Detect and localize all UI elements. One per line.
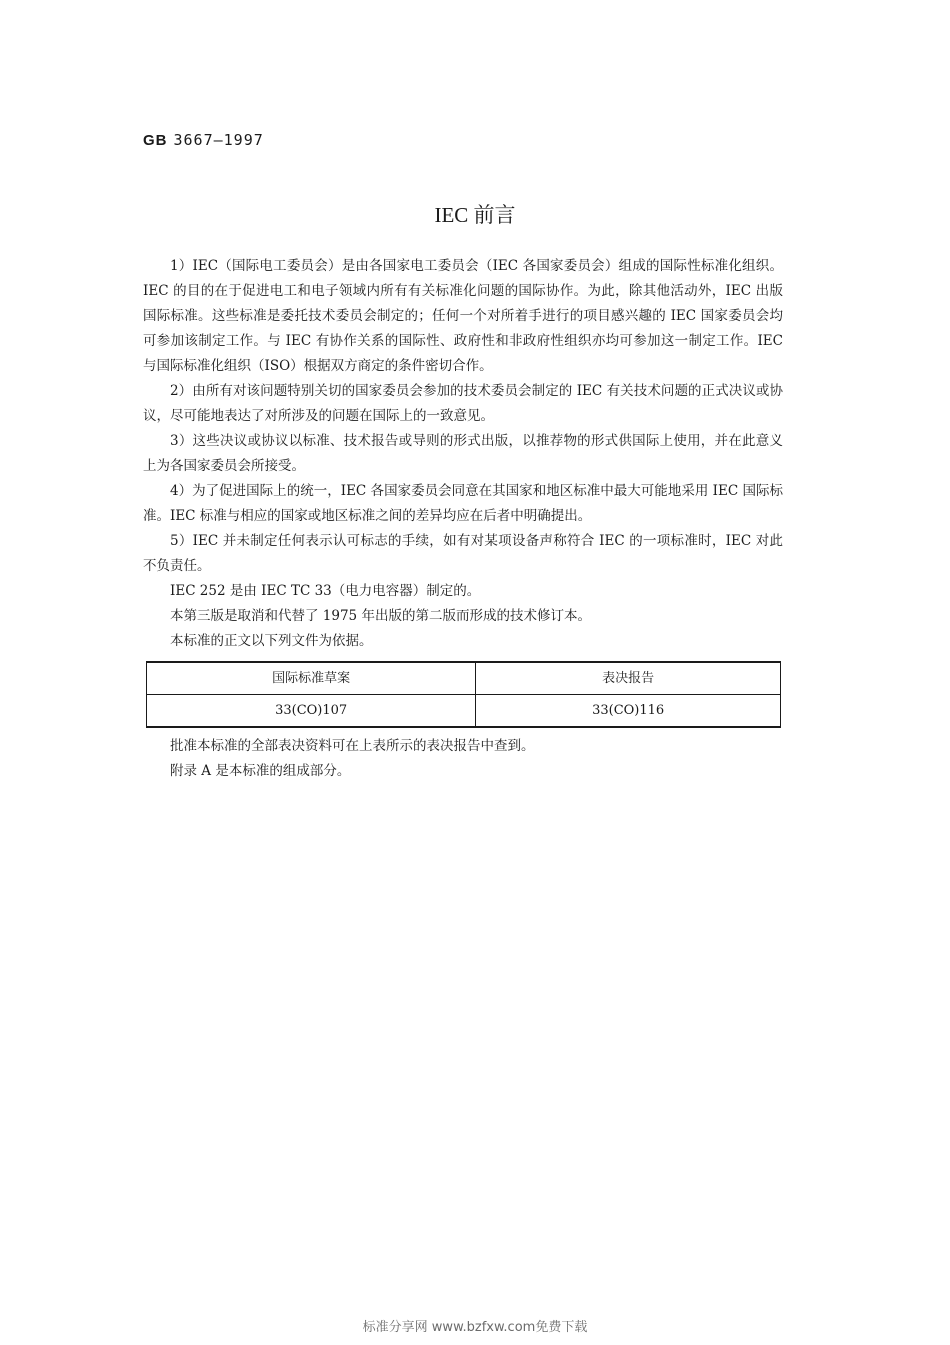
table-cell-fdis: 33(CO)107	[147, 695, 476, 728]
table-header-report: 表决报告	[476, 662, 781, 695]
paragraph-4: 4）为了促进国际上的统一，IEC 各国家委员会同意在其国家和地区标准中最大可能地采用 IEC 国际标准。IEC 标准与相应的国家或地区标准之间的差异均应在后者中明确提出。	[143, 483, 783, 524]
paragraph-tc: IEC 252 是由 IEC TC 33（电力电容器）制定的。	[170, 583, 481, 599]
paragraph-1: 1）IEC（国际电工委员会）是由各国家电工委员会（IEC 各国家委员会）组成的国际性标准化组织。IEC 的目的在于促进电工和电子领域内所有有关标准化问题的国际协作。为此，除其他活动外，IEC 出版国际标准。这些标准是委托技术委员会制定的；任何一个对所着手进行的项目感兴趣的 IEC 国家委员会均可参加该制定工作。与 IEC 有协作关系的国际性、政府性和非政府性组织亦均可参加这一制定工作。IEC 与国际标准化组织（ISO）根据双方商定的条件密切合作。	[143, 258, 783, 374]
footer-watermark: 标准分享网 www.bzfxw.com免费下载	[362, 1320, 588, 1335]
standard-prefix: GB	[143, 132, 168, 149]
voting-documents-table	[146, 661, 781, 728]
table-cell-report: 33(CO)116	[476, 695, 781, 728]
foreword-body	[143, 254, 783, 784]
standard-number: 3667—1997	[173, 131, 264, 149]
paragraph-edition: 本第三版是取消和代替了 1975 年出版的第二版而形成的技术修订本。	[170, 608, 591, 624]
paragraph-3: 3）这些决议或协议以标准、技术报告或导则的形式出版，以推荐物的形式供国际上使用，并在此意义上为各国家委员会所接受。	[143, 433, 783, 474]
table-row	[147, 695, 781, 728]
paragraph-basis: 本标准的正文以下列文件为依据。	[170, 633, 373, 649]
paragraph-5: 5）IEC 并未制定任何表示认可标志的手续，如有对某项设备声称符合 IEC 的一项标准时，IEC 对此不负责任。	[143, 533, 783, 574]
paragraph-voting-info: 批准本标准的全部表决资料可在上表所示的表决报告中查到。	[170, 738, 535, 754]
table-header-row	[147, 662, 781, 695]
paragraph-2: 2）由所有对该问题特别关切的国家委员会参加的技术委员会制定的 IEC 有关技术问题的正式决议或协议，尽可能地表达了对所涉及的问题在国际上的一致意见。	[143, 383, 783, 424]
table-header-fdis: 国际标准草案	[147, 662, 476, 695]
document-header	[143, 131, 264, 149]
page-title: IEC 前言	[434, 203, 516, 227]
paragraph-annex: 附录 A 是本标准的组成部分。	[170, 763, 351, 779]
